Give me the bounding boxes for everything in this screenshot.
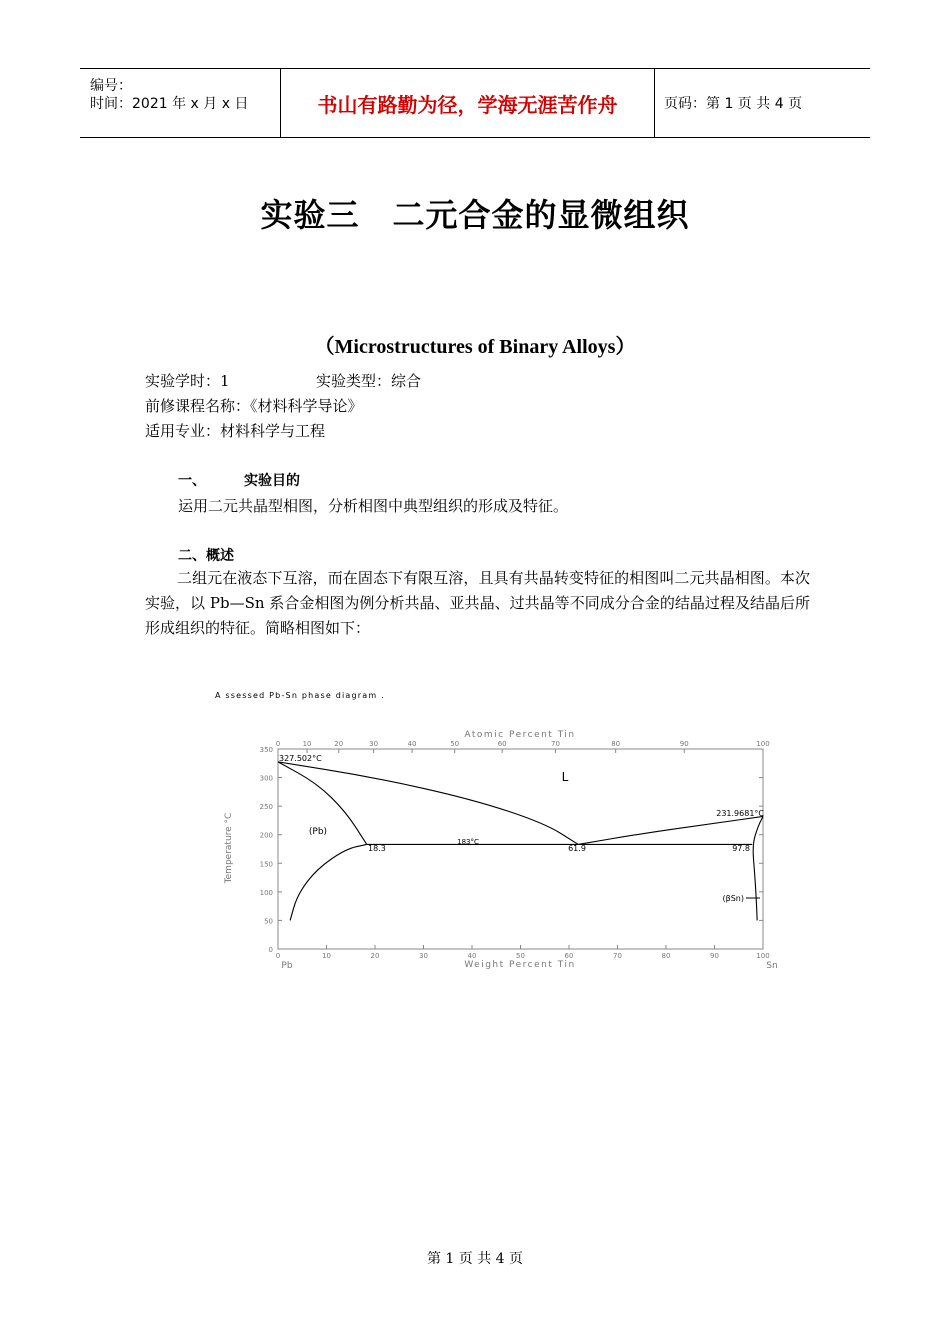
top-tick-label: 20 bbox=[334, 740, 344, 748]
top-tick-label: 100 bbox=[756, 740, 770, 748]
phase-boundary-1 bbox=[578, 816, 763, 844]
x-tick-label: 10 bbox=[322, 952, 331, 960]
label-pb-melt: 327.502°C bbox=[279, 754, 322, 763]
section1-number: 一、 bbox=[178, 473, 206, 489]
y-tick-label: 100 bbox=[259, 888, 273, 897]
x-tick-label: 80 bbox=[661, 952, 671, 960]
top-tick-label: 80 bbox=[611, 740, 621, 748]
y-tick-label: 50 bbox=[264, 917, 273, 926]
meta-hours: 实验学时：1 bbox=[145, 372, 230, 390]
y-tick-label: 150 bbox=[259, 860, 273, 869]
top-tick-label: 50 bbox=[450, 740, 460, 748]
header-table bbox=[80, 68, 870, 138]
label-sn-melt: 231.9681°C bbox=[716, 809, 764, 818]
plot-frame bbox=[278, 749, 763, 949]
header-meta-cell bbox=[80, 69, 281, 137]
label-pb-solubility: 18.3 bbox=[368, 844, 386, 853]
motto: 书山有路勤为径，学海无涯苦作舟 bbox=[281, 69, 655, 137]
section2-heading: 二、概述 bbox=[178, 548, 234, 564]
x-end-pb: Pb bbox=[281, 961, 293, 971]
label-liquid: L bbox=[561, 770, 569, 784]
y-tick-label: 250 bbox=[259, 803, 273, 812]
page-subtitle: （Microstructures of Binary Alloys） bbox=[314, 336, 636, 358]
label-eutectic-temp: 183°C bbox=[457, 838, 479, 846]
section1-title: 实验目的 bbox=[244, 473, 300, 489]
label-eutectic-comp: 61.9 bbox=[568, 844, 586, 853]
chart-caption: A ssessed Pb-Sn phase diagram . bbox=[215, 691, 385, 700]
page-indicator: 页码：第 1 页 共 4 页 bbox=[664, 96, 803, 112]
phase-boundary-3 bbox=[290, 844, 367, 920]
x-axis-label: Weight Percent Tin bbox=[464, 960, 576, 970]
page-footer: 第 1 页 共 4 页 bbox=[426, 1251, 524, 1267]
x-tick-label: 90 bbox=[710, 952, 719, 960]
doc-number: 编号： bbox=[90, 78, 132, 94]
page-title: 实验三 二元合金的显微组织 bbox=[260, 196, 690, 234]
phase-boundary-5 bbox=[753, 816, 763, 920]
section2-body: 二组元在液态下互溶，而在固态下有限互溶，且具有共晶转变特征的相图叫二元共晶相图。本次实验，以 Pb—Sn 系合金相图为例分析共晶、亚共晶、过共晶等不同成分合金的结晶过程及结晶后所形成组织的特征。简略相图如下： bbox=[145, 569, 810, 637]
y-axis-label: Temperature °C bbox=[224, 812, 234, 884]
top-axis-label: Atomic Percent Tin bbox=[464, 730, 576, 740]
label-sn-phase: (βSn) bbox=[722, 894, 744, 903]
x-tick-label: 70 bbox=[613, 952, 622, 960]
top-tick-label: 70 bbox=[550, 740, 560, 748]
y-tick-label: 0 bbox=[268, 946, 273, 954]
top-tick-label: 30 bbox=[369, 740, 379, 748]
meta-major: 适用专业：材料科学与工程 bbox=[145, 422, 326, 440]
x-tick-label: 20 bbox=[370, 952, 380, 960]
x-tick-label: 100 bbox=[756, 952, 770, 960]
label-pb-phase: (Pb) bbox=[308, 827, 328, 837]
section1-body: 运用二元共晶型相图，分析相图中典型组织的形成及特征。 bbox=[178, 497, 569, 515]
x-tick-label: 60 bbox=[564, 952, 574, 960]
x-end-sn: Sn bbox=[766, 961, 778, 971]
x-tick-label: 30 bbox=[419, 952, 428, 960]
phase-diagram bbox=[0, 680, 950, 980]
top-tick-label: 10 bbox=[302, 740, 312, 748]
top-tick-label: 90 bbox=[679, 740, 689, 748]
top-tick-label: 0 bbox=[275, 740, 281, 748]
meta-prereq: 前修课程名称：《材料科学导论》 bbox=[145, 397, 363, 415]
x-tick-label: 0 bbox=[275, 952, 281, 960]
label-sn-solubility: 97.8 bbox=[732, 844, 750, 853]
y-tick-label: 200 bbox=[259, 831, 273, 840]
meta-type: 实验类型：综合 bbox=[316, 372, 422, 390]
x-tick-label: 50 bbox=[516, 952, 525, 960]
y-tick-label: 350 bbox=[259, 746, 273, 754]
x-tick-label: 40 bbox=[467, 952, 477, 960]
top-tick-label: 60 bbox=[497, 740, 507, 748]
doc-date: 时间：2021 年 x 月 x 日 bbox=[90, 96, 249, 112]
top-tick-label: 40 bbox=[407, 740, 417, 748]
y-tick-label: 300 bbox=[259, 774, 273, 783]
